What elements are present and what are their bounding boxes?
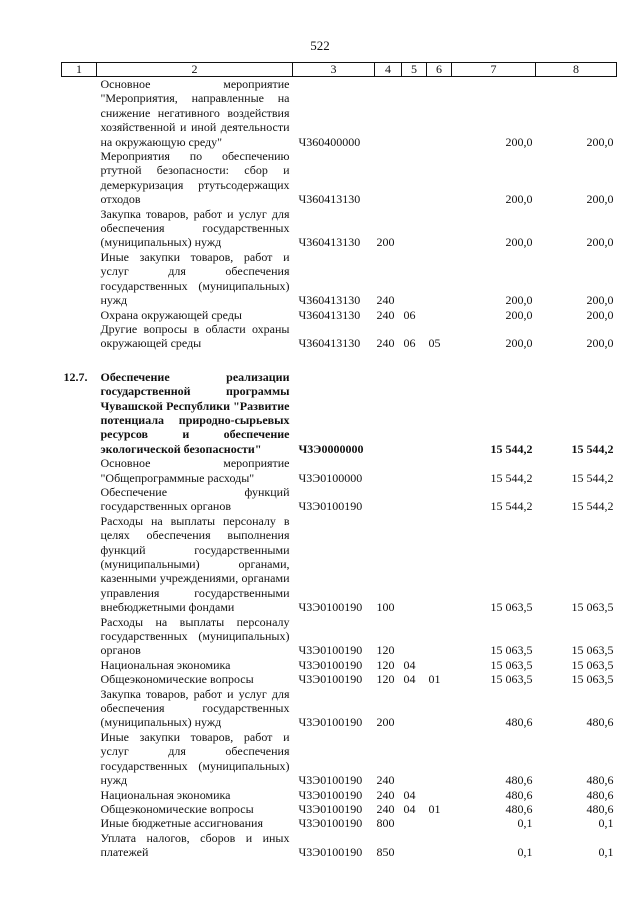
section-code [402,831,427,860]
amount-col-8: 200,0 [586,307,614,322]
section-code [402,250,427,308]
row-name: Охрана окружающей среды [100,307,242,322]
expense-type: 240 [376,773,395,788]
expense-type: 240 [376,787,395,802]
amount-col-8: 0,1 [598,845,614,860]
row-name: Национальная экономика [100,657,231,672]
row-name: Другие вопросы в области охраны окружающей среды [100,321,290,351]
amount-col-8: 200,0 [586,336,614,351]
table-row [62,485,617,514]
row-name: Иные закупки товаров, работ и услуг для обеспечения государственных (муниципальных) нужд [100,249,290,308]
column-header: 8 [536,63,617,77]
target-article-code: Ч360413130 [298,192,361,207]
subsection-code [427,207,452,250]
row-number [62,250,97,308]
section-code [402,370,427,456]
table-row [62,207,617,250]
amount-col-7: 15 063,5 [490,643,533,658]
row-number [62,788,97,802]
amount-col-8: 480,6 [586,787,614,802]
spacer-cell [97,351,293,370]
amount-col-8: 15 063,5 [571,643,614,658]
amount-col-7: 15 544,2 [490,499,533,514]
row-number [62,207,97,250]
target-article-code: Ч360400000 [298,134,361,149]
subsection-code [427,730,452,788]
section-code [402,730,427,788]
subsection-code: 01 [428,672,441,687]
subsection-code [427,615,452,658]
amount-col-7: 15 544,2 [490,470,533,485]
target-article-code: Ч3Э0100190 [298,672,363,687]
amount-col-8: 200,0 [586,134,614,149]
column-header: 6 [427,63,452,77]
amount-col-7: 480,6 [505,801,533,816]
target-article-code: Ч3Э0100190 [298,715,363,730]
subsection-code [427,831,452,860]
row-number [62,77,97,150]
target-article-code: Ч3Э0100190 [298,657,363,672]
section-code: 04 [403,787,416,802]
expense-type: 240 [376,307,395,322]
row-name: Мероприятия по обеспечению ртутной безопасности: сбор и демеркуризация ртутьсодержащих отходов [100,149,290,207]
section-code: 06 [403,307,416,322]
section-code [402,687,427,730]
subsection-code [427,308,452,322]
table-body [62,77,617,860]
amount-col-8: 15 063,5 [571,600,614,615]
subsection-code [427,788,452,802]
row-number [62,687,97,730]
row-number [62,658,97,672]
subsection-code [427,514,452,615]
row-number [62,730,97,788]
target-article-code: Ч3Э0100190 [298,801,363,816]
table-row [62,250,617,308]
expense-type: 240 [376,801,395,816]
row-name: Расходы на выплаты персоналу в целях обеспечения выполнения функций государственными (муниципальными) органами, казенными учреждениями, органами управления государственными внебюджетными фондами [100,513,290,615]
amount-col-7: 15 063,5 [490,600,533,615]
amount-col-7: 200,0 [505,134,533,149]
section-code [402,149,427,207]
target-article-code: Ч360413130 [298,336,361,351]
subsection-code [427,149,452,207]
amount-col-8: 15 063,5 [571,672,614,687]
section-code [402,514,427,615]
amount-col-7: 200,0 [505,235,533,250]
expense-type: 120 [376,672,395,687]
amount-col-7: 15 544,2 [490,441,533,456]
section-code: 06 [403,336,416,351]
expense-type [375,456,402,485]
page-number: 522 [310,38,330,53]
expense-type [375,485,402,514]
amount-col-8: 15 544,2 [571,499,614,514]
table-row [62,514,617,615]
expense-type: 120 [376,657,395,672]
spacer-row [62,351,617,370]
expense-type: 200 [376,235,395,250]
spacer-cell [402,351,427,370]
amount-col-8: 0,1 [598,816,614,831]
table-row [62,308,617,322]
amount-col-7: 480,6 [505,773,533,788]
table-row [62,730,617,788]
subsection-code: 05 [428,336,441,351]
subsection-code [427,370,452,456]
column-header: 3 [293,63,375,77]
row-number [62,485,97,514]
row-number [62,322,97,351]
amount-col-8: 15 544,2 [571,470,614,485]
expense-type: 240 [376,336,395,351]
table-row [62,370,617,456]
table-row [62,615,617,658]
target-article-code: Ч3Э0100190 [298,845,363,860]
spacer-cell [427,351,452,370]
row-name: Уплата налогов, сборов и иных платежей [100,830,290,860]
row-number [62,456,97,485]
table-row [62,816,617,830]
expense-type: 120 [376,643,395,658]
expense-type: 850 [376,845,395,860]
subsection-code [427,77,452,150]
row-number [62,615,97,658]
row-name: Иные закупки товаров, работ и услуг для обеспечения государственных (муниципальных) нужд [100,729,290,788]
section-code [402,77,427,150]
subsection-code [427,485,452,514]
row-name: Основное мероприятие "Общепрограммные расходы" [100,456,290,485]
amount-col-7: 200,0 [505,307,533,322]
section-code: 04 [403,657,416,672]
table-row [62,687,617,730]
amount-col-8: 200,0 [586,192,614,207]
expense-type: 800 [376,816,395,831]
row-number [62,514,97,615]
target-article-code: Ч3Э0100190 [298,600,363,615]
column-header-row [62,63,617,77]
row-name: Общеэкономические вопросы [100,672,254,687]
section-code: 04 [403,801,416,816]
target-article-code: Ч3Э0100190 [298,787,363,802]
subsection-code [427,816,452,830]
section-code [402,615,427,658]
table-row [62,322,617,351]
amount-col-7: 0,1 [517,816,533,831]
section-code [402,207,427,250]
subsection-code [427,687,452,730]
amount-col-8: 15 544,2 [571,441,614,456]
row-name: Обеспечение функций государственных органов [100,484,290,514]
target-article-code: Ч3Э0100190 [298,499,363,514]
table-row [62,788,617,802]
row-name: Основное мероприятие "Мероприятия, направленные на снижение негативного воздействия хозяйственной и иной деятельности на окружающую среду" [100,77,290,149]
amount-col-7: 15 063,5 [490,672,533,687]
table-row [62,802,617,816]
row-number [62,831,97,860]
amount-col-8: 15 063,5 [571,657,614,672]
expense-type [375,370,402,456]
row-name: Закупка товаров, работ и услуг для обеспечения государственных (муниципальных) нужд [100,686,290,730]
table-row [62,149,617,207]
subsection-code: 01 [428,801,441,816]
row-name: Иные бюджетные ассигнования [100,816,263,831]
subsection-code [427,658,452,672]
spacer-cell [62,351,97,370]
row-number [62,672,97,686]
expense-type [375,77,402,150]
amount-col-8: 480,6 [586,801,614,816]
amount-col-7: 200,0 [505,336,533,351]
row-number: 12.7. [63,369,88,384]
table-row [62,672,617,686]
amount-col-7: 200,0 [505,192,533,207]
expense-type: 100 [376,600,395,615]
expense-type: 200 [376,715,395,730]
amount-col-7: 0,1 [517,845,533,860]
row-number [62,802,97,816]
amount-col-7: 480,6 [505,787,533,802]
amount-col-8: 480,6 [586,773,614,788]
row-number [62,816,97,830]
row-number [62,308,97,322]
spacer-cell [536,351,617,370]
amount-col-7: 200,0 [505,293,533,308]
table-row [62,456,617,485]
amount-col-8: 200,0 [586,293,614,308]
target-article-code: Ч3Э0000000 [298,441,364,456]
spacer-cell [375,351,402,370]
expense-type: 240 [376,293,395,308]
section-code [402,456,427,485]
column-header: 5 [402,63,427,77]
row-number [62,149,97,207]
expense-type [375,149,402,207]
section-code: 04 [403,672,416,687]
target-article-code: Ч3Э0100000 [298,470,363,485]
target-article-code: Ч3Э0100190 [298,773,363,788]
subsection-code [427,250,452,308]
subsection-code [427,456,452,485]
column-header: 7 [452,63,536,77]
row-name: Национальная экономика [100,787,231,802]
target-article-code: Ч360413130 [298,307,361,322]
column-header: 1 [62,63,97,77]
section-code [402,816,427,830]
table-row [62,77,617,150]
row-name: Закупка товаров, работ и услуг для обеспечения государственных (муниципальных) нужд [100,206,290,250]
spacer-cell [452,351,536,370]
row-name: Обеспечение реализации государственной программы Чувашской Республики "Развитие потенциала природно-сырьевых ресурсов и обеспечение экологической безопасности" [100,369,290,456]
column-header: 2 [97,63,293,77]
amount-col-7: 15 063,5 [490,657,533,672]
budget-table [61,62,617,860]
target-article-code: Ч360413130 [298,235,361,250]
amount-col-8: 480,6 [586,715,614,730]
target-article-code: Ч360413130 [298,293,361,308]
table-row [62,831,617,860]
table-row [62,658,617,672]
column-header: 4 [375,63,402,77]
row-name: Расходы на выплаты персоналу государственных (муниципальных) органов [100,614,290,658]
row-name: Общеэкономические вопросы [100,801,254,816]
amount-col-7: 480,6 [505,715,533,730]
section-code [402,485,427,514]
target-article-code: Ч3Э0100190 [298,643,363,658]
spacer-cell [293,351,375,370]
amount-col-8: 200,0 [586,235,614,250]
target-article-code: Ч3Э0100190 [298,816,363,831]
